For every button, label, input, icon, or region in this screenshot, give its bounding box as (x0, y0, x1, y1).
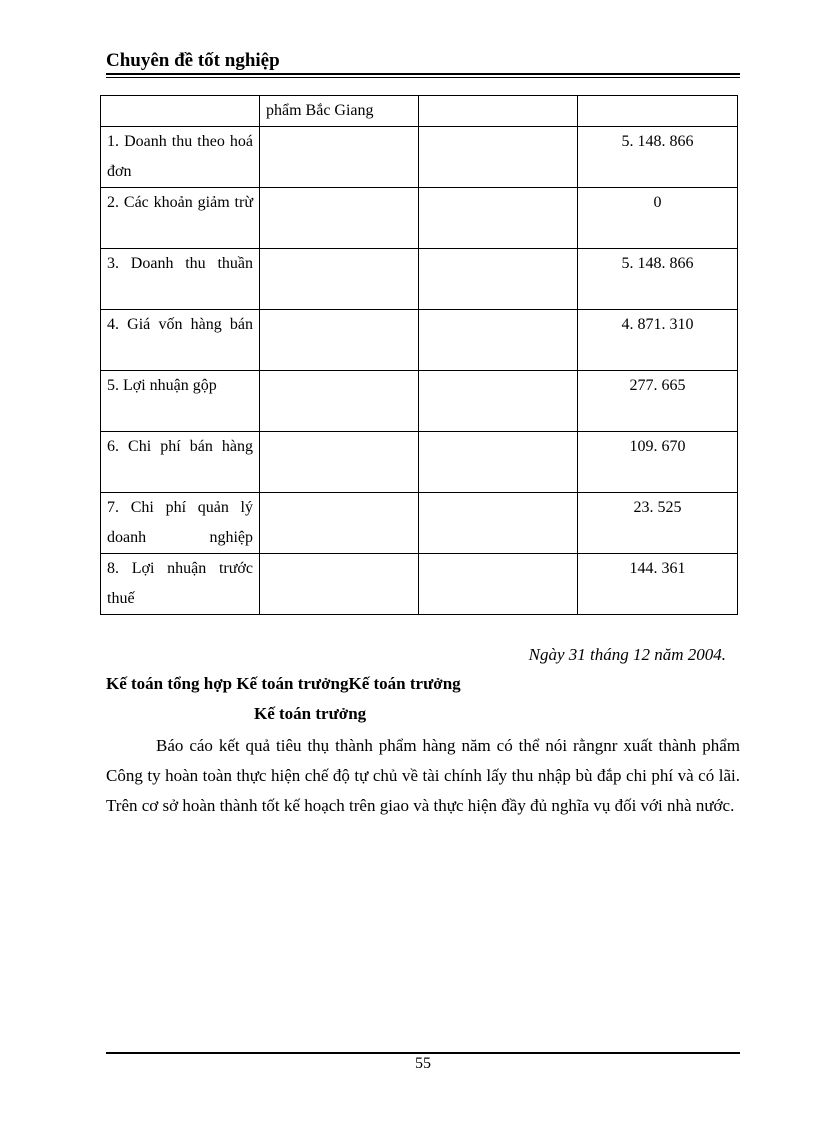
table-row (101, 188, 738, 249)
empty-cell (260, 310, 419, 371)
empty-cell (260, 249, 419, 310)
row-label: 6. Chi phí bán hàng (101, 432, 260, 493)
table-row (101, 96, 738, 127)
row-label: 2. Các khoản giảm trừ (101, 188, 260, 249)
row-value: 4. 871. 310 (578, 310, 738, 371)
row-value: 277. 665 (578, 371, 738, 432)
row-value: 23. 525 (578, 493, 738, 554)
empty-cell (419, 554, 578, 615)
signature-title-chief-accountant: Kế toán trưởng (254, 704, 367, 723)
table-cell (419, 96, 578, 127)
page-number: 55 (415, 1055, 431, 1072)
table-row (101, 554, 738, 615)
empty-cell (260, 188, 419, 249)
summary-paragraph: Báo cáo kết quả tiêu thụ thành phẩm hàng năm có thể nói rằngnr xuất thành phẩm Công ty hoàn toàn thực hiện chế độ tự chủ về tài chính lấy thu nhập bù đắp chi phí và có lãi. Trên cơ sở hoàn thành tốt kế hoạch trên giao và thực hiện đầy đủ nghĩa vụ đối với nhà nước. (106, 736, 740, 815)
table-row (101, 127, 738, 188)
table-row (101, 249, 738, 310)
row-value: 0 (578, 188, 738, 249)
empty-cell (419, 127, 578, 188)
table-cell (101, 96, 260, 127)
report-table (100, 95, 738, 615)
empty-cell (419, 432, 578, 493)
row-label: 1. Doanh thu theo hoá đơn (101, 127, 260, 188)
empty-cell (419, 249, 578, 310)
empty-cell (419, 310, 578, 371)
empty-cell (419, 371, 578, 432)
row-value: 5. 148. 866 (578, 127, 738, 188)
empty-cell (419, 493, 578, 554)
table-cell (578, 96, 738, 127)
empty-cell (260, 127, 419, 188)
empty-cell (260, 493, 419, 554)
row-value: 144. 361 (578, 554, 738, 615)
empty-cell (260, 371, 419, 432)
page-title: Chuyên đề tốt nghiệp (106, 50, 280, 71)
row-label: 5. Lợi nhuận gộp (101, 371, 260, 432)
empty-cell (260, 554, 419, 615)
table-row (101, 371, 738, 432)
row-label: 8. Lợi nhuận trước thuế (101, 554, 260, 615)
signature-titles: Kế toán tổng hợp Kế toán trưởngKế toán trưởng (106, 674, 461, 693)
row-value: 109. 670 (578, 432, 738, 493)
row-value: 5. 148. 866 (578, 249, 738, 310)
table-row (101, 310, 738, 371)
empty-cell (260, 432, 419, 493)
row-label: 7. Chi phí quản lý doanh nghiệp (101, 493, 260, 554)
row-label: 3. Doanh thu thuần (101, 249, 260, 310)
row-label: 4. Giá vốn hàng bán (101, 310, 260, 371)
table-row (101, 493, 738, 554)
table-cell: phẩm Bắc Giang (260, 96, 419, 127)
page-header (106, 50, 740, 72)
empty-cell (419, 188, 578, 249)
table-row (101, 432, 738, 493)
report-date: Ngày 31 tháng 12 năm 2004. (528, 645, 726, 664)
header-rule-thin (106, 77, 740, 78)
header-rule-thick (106, 73, 740, 75)
